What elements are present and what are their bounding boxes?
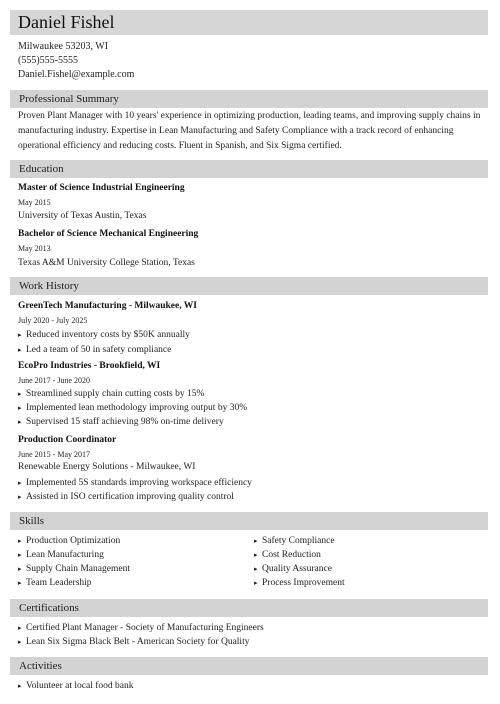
- bullet-icon: ▸: [18, 551, 22, 559]
- job-date: June 2017 - June 2020: [18, 376, 90, 385]
- skill-item: ▸ Team Leadership: [18, 578, 92, 588]
- job-date: June 2015 - May 2017: [18, 450, 90, 459]
- work-section-title: Work History: [19, 280, 79, 292]
- bullet-icon: ▸: [254, 579, 258, 587]
- skill-item: ▸ Process Improvement: [254, 578, 345, 588]
- job-title: Production Coordinator: [18, 435, 117, 445]
- job-bullet: ▸ Supervised 15 staff achieving 98% on-time delivery: [18, 417, 224, 427]
- skills-section-bar: [10, 512, 488, 530]
- certification-item: ▸ Certified Plant Manager - Society of Manufacturing Engineers: [18, 623, 264, 633]
- education-school: University of Texas Austin, Texas: [18, 211, 147, 221]
- skill-item: ▸ Production Optimization: [18, 536, 121, 546]
- bullet-icon: ▸: [18, 346, 22, 354]
- education-school: Texas A&M University College Station, Texas: [18, 258, 195, 268]
- bullet-icon: ▸: [18, 682, 22, 690]
- job-bullet: ▸ Assisted in ISO certification improving quality control: [18, 492, 234, 502]
- bullet-icon: ▸: [18, 479, 22, 487]
- bullet-icon: ▸: [18, 565, 22, 573]
- bullet-icon: ▸: [18, 493, 22, 501]
- bullet-icon: ▸: [18, 638, 22, 646]
- skill-item: ▸ Supply Chain Management: [18, 564, 130, 574]
- job-date: July 2020 - July 2025: [18, 316, 88, 325]
- bullet-icon: ▸: [18, 390, 22, 398]
- skill-item: ▸ Quality Assurance: [254, 564, 332, 574]
- job-bullet: ▸ Reduced inventory costs by $50K annually: [18, 330, 190, 340]
- skill-item: ▸ Cost Reduction: [254, 550, 321, 560]
- bullet-icon: ▸: [18, 404, 22, 412]
- education-degree: Bachelor of Science Mechanical Engineering: [18, 229, 199, 239]
- education-section-title: Education: [19, 163, 64, 175]
- contact-address: Milwaukee 53203, WI: [18, 41, 109, 52]
- bullet-icon: ▸: [254, 565, 258, 573]
- bullet-icon: ▸: [254, 551, 258, 559]
- activities-section-title: Activities: [19, 660, 62, 672]
- bullet-icon: ▸: [18, 624, 22, 632]
- bullet-icon: ▸: [18, 579, 22, 587]
- skill-item: ▸ Safety Compliance: [254, 536, 335, 546]
- certifications-section-title: Certifications: [19, 602, 79, 614]
- activity-item: ▸ Volunteer at local food bank: [18, 681, 134, 691]
- education-degree: Master of Science Industrial Engineering: [18, 183, 185, 193]
- job-bullet: ▸ Streamlined supply chain cutting costs by 15%: [18, 389, 205, 399]
- summary-text: Proven Plant Manager with 10 years' experience in optimizing production, leading teams, and improving supply chains in manufacturing industry. Expertise in Lean Manufacturing and Safety Compliance with a track record of enhancing operational efficiency and reducing costs. Fluent in Spanish, and Six Sigma certified.: [18, 111, 481, 151]
- job-bullet: ▸ Led a team of 50 in safety compliance: [18, 345, 172, 355]
- activities-section-bar: [10, 657, 488, 675]
- bullet-icon: ▸: [18, 331, 22, 339]
- candidate-name: Daniel Fishel: [18, 12, 115, 32]
- education-date: May 2015: [18, 198, 51, 207]
- job-title: EcoPro Industries - Brookfield, WI: [18, 361, 161, 371]
- bullet-icon: ▸: [254, 537, 258, 545]
- skills-section-title: Skills: [19, 515, 45, 527]
- skill-item: ▸ Lean Manufacturing: [18, 550, 104, 560]
- bullet-icon: ▸: [18, 537, 22, 545]
- contact-phone: (555)555-5555: [18, 55, 78, 66]
- job-title: GreenTech Manufacturing - Milwaukee, WI: [18, 301, 198, 311]
- work-section-bar: [10, 277, 488, 295]
- certifications-section-bar: [10, 599, 488, 617]
- education-date: May 2013: [18, 244, 51, 253]
- job-company: Renewable Energy Solutions - Milwaukee, WI: [18, 462, 196, 472]
- certification-item: ▸ Lean Six Sigma Black Belt - American Society for Quality: [18, 637, 250, 647]
- education-section-bar: [10, 160, 488, 178]
- job-bullet: ▸ Implemented lean methodology improving output by 30%: [18, 403, 248, 413]
- bullet-icon: ▸: [18, 418, 22, 426]
- summary-section-title: Professional Summary: [19, 93, 119, 105]
- job-bullet: ▸ Implemented 5S standards improving workspace efficiency: [18, 478, 252, 488]
- contact-email: Daniel.Fishel@example.com: [18, 69, 135, 80]
